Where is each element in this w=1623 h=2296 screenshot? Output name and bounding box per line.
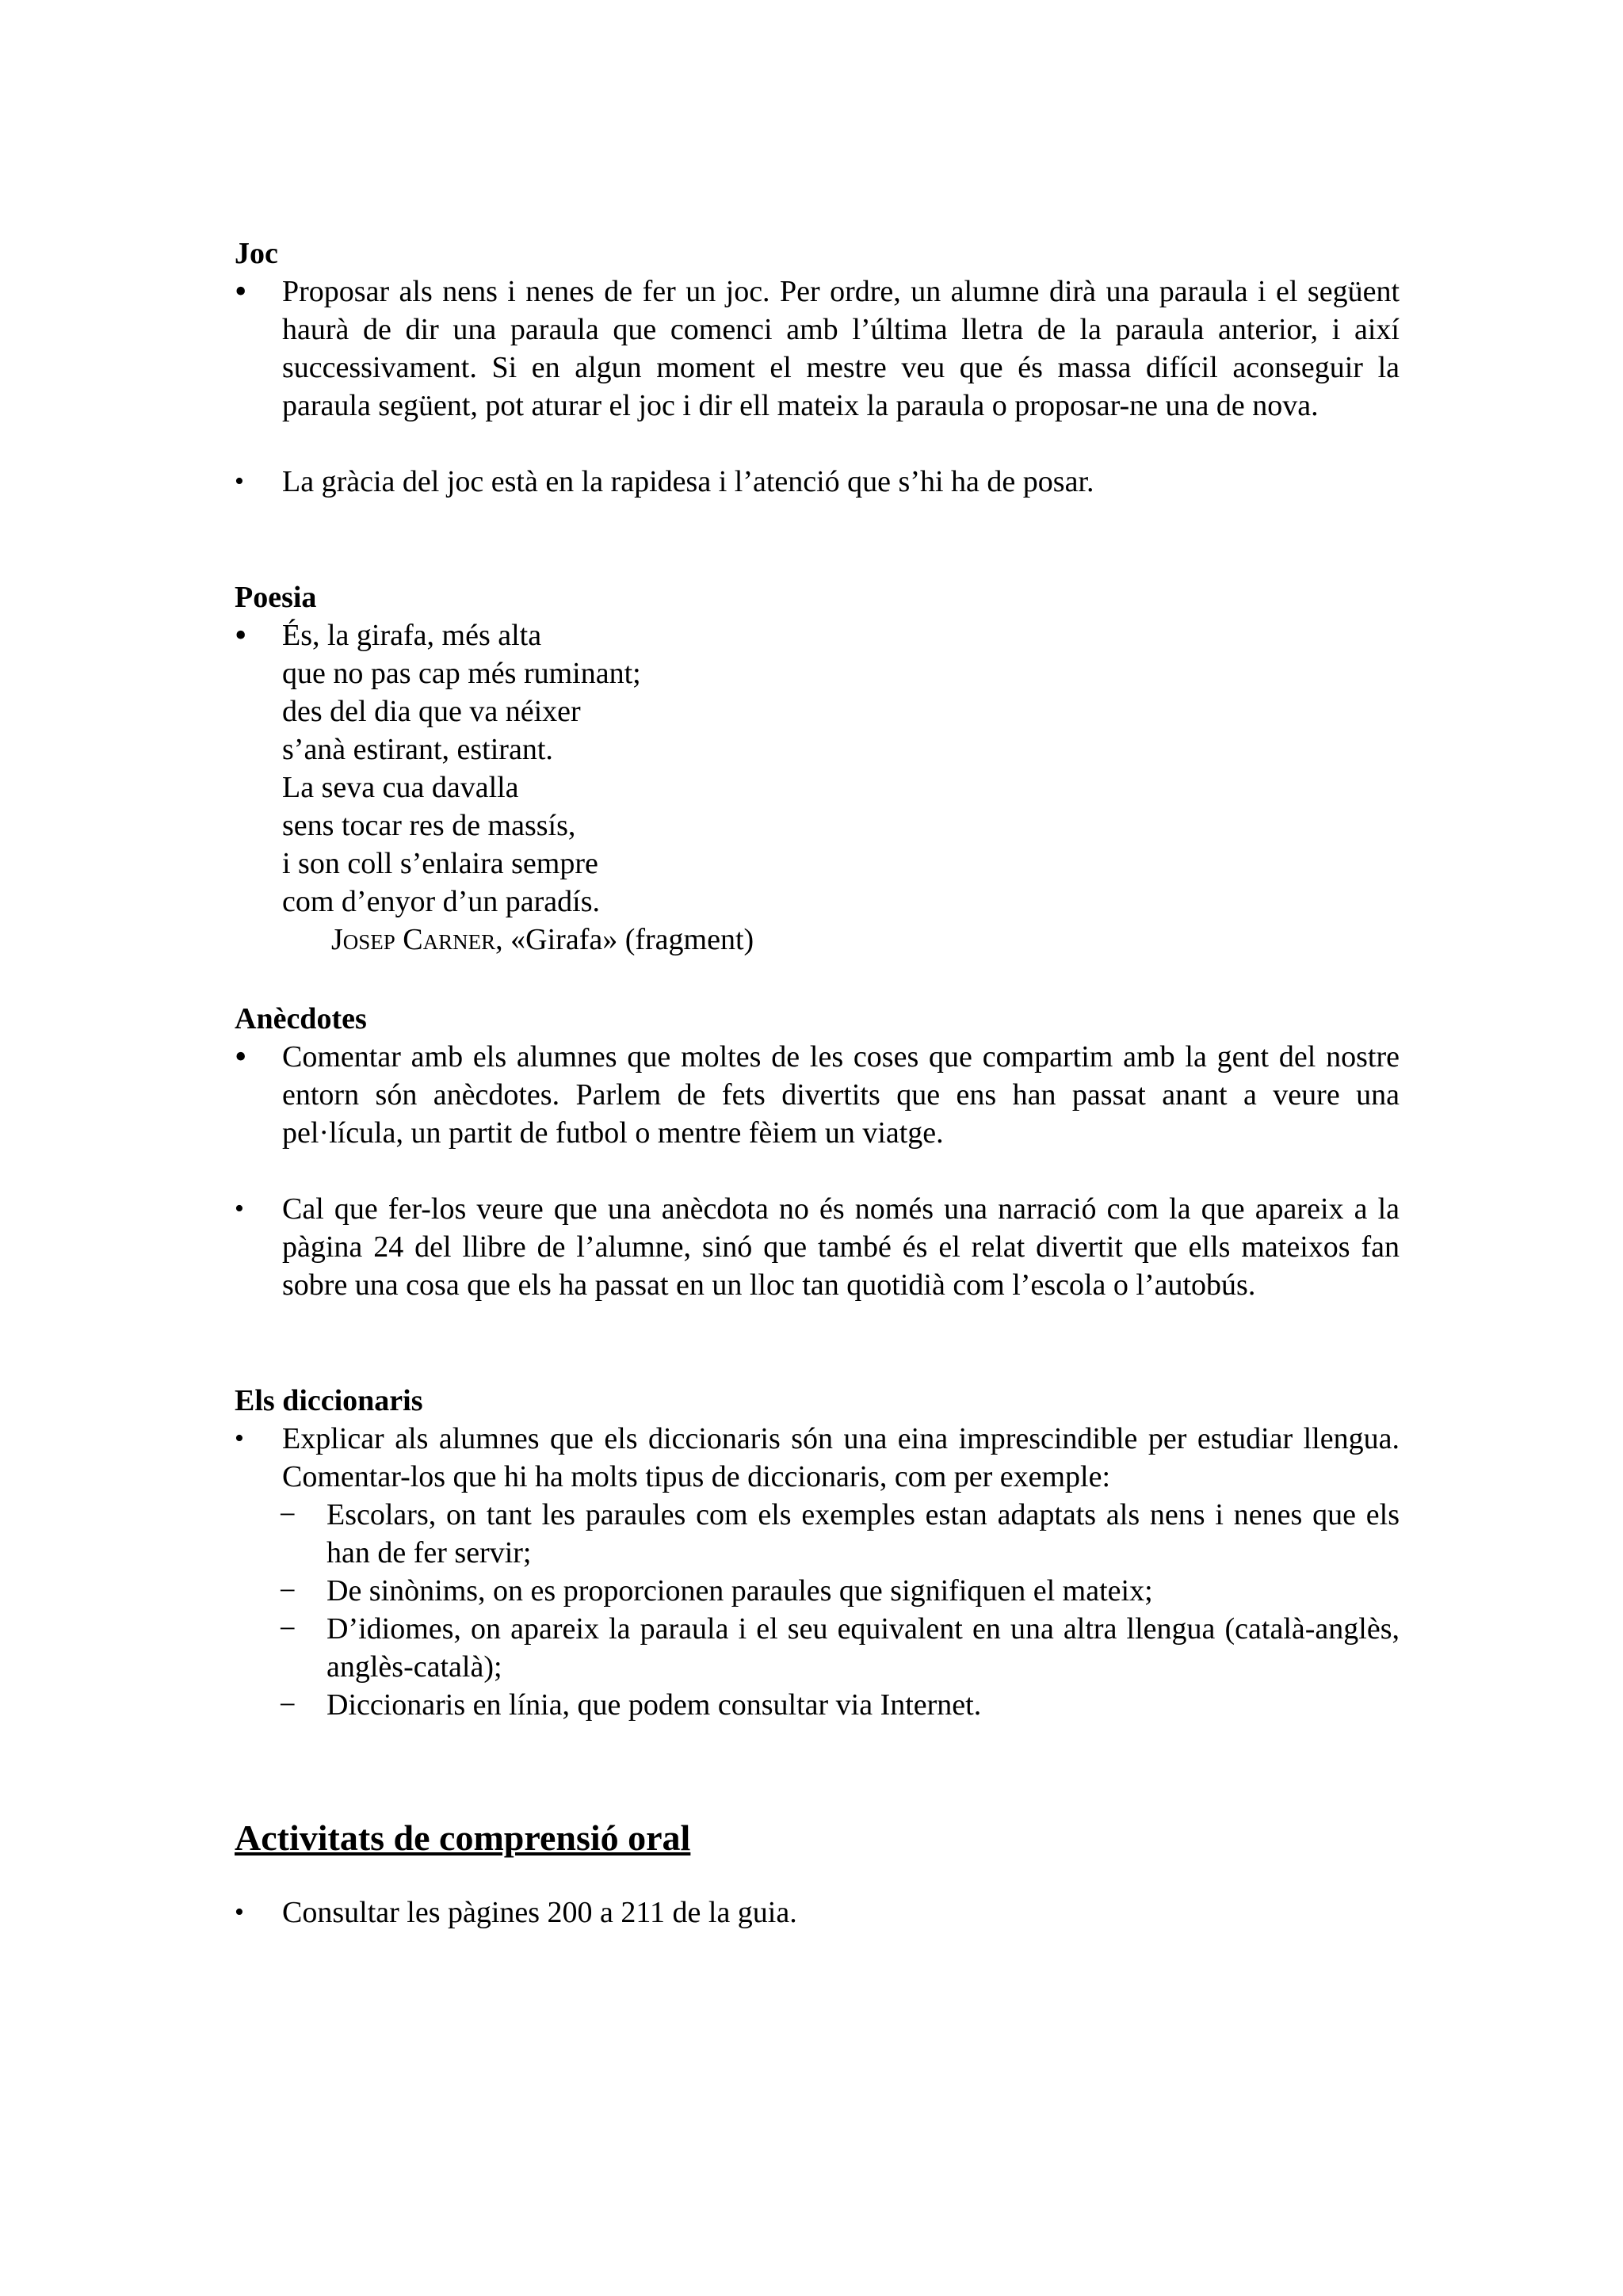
poem-line: És, la girafa, més alta [282,619,542,652]
sub-item-text: Diccionaris en línia, que podem consultar via Internet. [327,1688,982,1722]
section-joc [235,235,1400,501]
dash-icon: − [279,1612,296,1646]
dash-icon: − [279,1688,296,1722]
bullet-icon: • [235,616,247,654]
heading-anecdotes: Anècdotes [235,1002,367,1035]
paragraph: La gràcia del joc està en la rapidesa i l’atenció que s’hi ha de posar. [282,465,1094,498]
poem-line: com d’enyor d’un paradís. [282,885,600,918]
poem-attribution [282,921,1400,959]
section-comprensio-oral [235,1816,1400,1932]
poem-source: , «Girafa» (fragment) [495,923,754,956]
sub-item-text: Escolars, on tant les paraules com els exemples estan adaptats als nens i nenes que els han de fer servir; [327,1498,1400,1569]
poem-author: Josep Carner [331,923,496,956]
poem-line: que no pas cap més ruminant; [282,657,641,690]
bullet-icon: • [235,1037,247,1076]
bullet-icon: • [235,272,247,311]
list-item [235,1894,1400,1932]
list-item [235,1420,1400,1496]
list-item [235,273,1400,425]
list-item [235,1038,1400,1152]
section-anecdotes [235,1000,1400,1304]
dash-icon: − [279,1574,296,1608]
paragraph: Cal que fer-los veure que una anècdota no és només una narració com la que apareix a la pàgina 24 del llibre de l’alumne, sinó que també és el relat divertit que ells mateixos fan sobre una cosa que els ha passat en un lloc tan quotidià com l’escola o l’autobús. [282,1192,1400,1302]
bullet-icon: • [235,467,244,496]
poem-line: des del dia que va néixer [282,695,581,728]
dash-icon: − [279,1498,296,1531]
bullet-icon: • [235,1424,244,1453]
sub-list-item [235,1572,1400,1610]
poem-line: La seva cua davalla [282,771,519,804]
bullet-icon: • [235,1897,244,1927]
sub-list-item [235,1610,1400,1686]
paragraph: Consultar les pàgines 200 a 211 de la guia. [282,1896,797,1929]
heading-poesia: Poesia [235,581,317,614]
poem-line: sens tocar res de massís, [282,809,576,842]
sub-item-text: D’idiomes, on apareix la paraula i el seu equivalent en una altra llengua (català-anglès, anglès-català); [327,1612,1400,1684]
poem-line: s’anà estirant, estirant. [282,733,553,766]
section-diccionaris [235,1382,1400,1724]
section-title: Activitats de comprensió oral [235,1817,691,1858]
heading-diccionaris: Els diccionaris [235,1384,423,1417]
heading-joc: Joc [235,237,278,270]
sub-list-item [235,1686,1400,1724]
paragraph: Explicar als alumnes que els diccionaris són una eina imprescindible per estudiar llengua. Comentar-los que hi ha molts tipus de diccionaris, com per exemple: [282,1422,1400,1493]
sub-list-item [235,1496,1400,1572]
list-item [235,616,1400,959]
list-item [235,1190,1400,1304]
poem-line: i son coll s’enlaira sempre [282,847,598,880]
list-item [235,463,1400,501]
paragraph: Comentar amb els alumnes que moltes de les coses que compartim amb la gent del nostre entorn són anècdotes. Parlem de fets divertits que ens han passat anant a veure una pel·lícula, un partit de futbol o mentre fèiem un viatge. [282,1040,1400,1150]
bullet-icon: • [235,1194,244,1223]
paragraph: Proposar als nens i nenes de fer un joc. Per ordre, un alumne dirà una paraula i el següent haurà de dir una paraula que comenci amb l’última lletra de la paraula anterior, i així successivament. Si en algun moment el mestre veu que és massa difícil aconseguir la paraula següent, pot aturar el joc i dir ell mateix la paraula o proposar-ne una de nova. [282,275,1400,422]
sub-item-text: De sinònims, on es proporcionen paraules que signifiquen el mateix; [327,1574,1153,1608]
section-poesia [235,578,1400,959]
